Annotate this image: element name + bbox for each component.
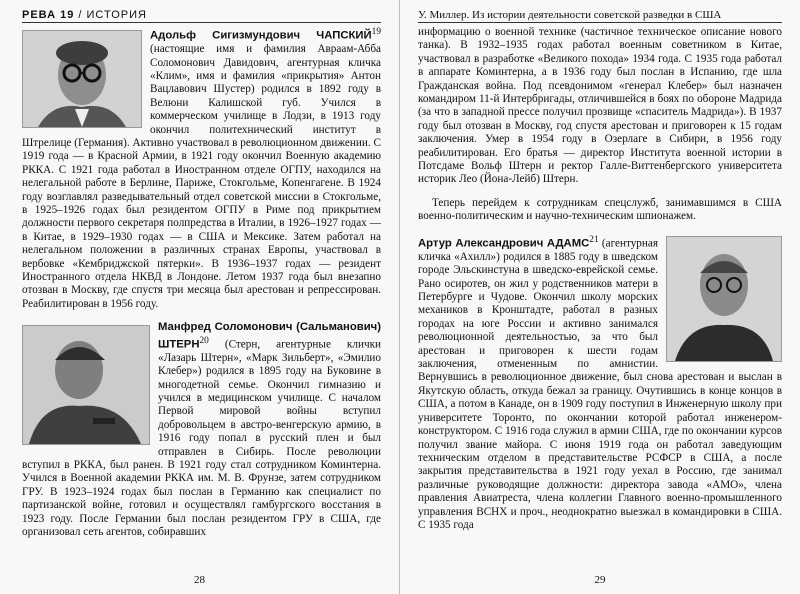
footnote-ref-20: 20: [199, 335, 209, 346]
portrait-man-icon: [23, 31, 141, 127]
page-number-right: 29: [594, 574, 606, 586]
person-name-stern: Манфред Соломонович (Сальманович) ШТЕРН: [158, 321, 381, 351]
page-number-left: 28: [194, 574, 205, 586]
portrait-photo-chapsky: [22, 30, 142, 128]
running-header-left: [22, 8, 381, 23]
running-header-right: [418, 8, 782, 23]
bio-text-chapsky: (настоящие имя и фамилия Авраам-Абба Соломонович Давидович, агентурная кличка «Клим», имя и фамилия «прикрытия» Антон Вацлавович Шустер) родился в 1892 году в Велюни Калишской губ. Учился в коммерческом училище в Лодзи, в 1913 году окончил политехнический институт в Штрелице (Германия). Активно участвовал в революционном движении. С 1919 года — в Красной Армии, в 1921 году окончил Военную академию РККА. С 1921 года работал в Иностранном отделе ОГПУ, находился на нелегальной работе в Берлине, Париже, Стокгольме, Копенгагене. В 1924 году возглавлял разведывательный отдел советской миссии в Стокгольме, в 1925–1926 годах был резидентом ОГПУ в Риме под прикрытием должности первого секретаря полпредства в Италии, в 1926–1927 годах — в Китае, в 1929–1930 годах — в США и Мексике. Затем работал на нелегальном положении в различных странах Европы, участвовал в вербовке «Кембриджской пятерки». В 1936–1937 годах — резидент Иностранного отдела НКВД в Лондоне. Летом 1937 года был внезапно отозван в Москву, где спустя три месяца был арестован и репрессирован. Реабилитирован в 1956 году.: [22, 43, 381, 310]
runhead-title: РЕВА 19: [22, 9, 75, 21]
person-name-chapsky: Адольф Сигизмундович ЧАПСКИЙ: [150, 29, 372, 42]
bio-text-adams: (агентурная кличка «Ахилл») родился в 1885 году в шведском городе Эльскинстуна в шведско-еврейской семье. Рано осиротев, он жил у родственников матери в Петербурге и Чудове. Окончил школу морских механиков в Кронштадте, работал в разных городах на юге России и активно занимался революционной деятельностью, за что был арестован и приговорен к шести годам заключения, отмененным по амнистии. Вернувшись в революционное движение, был снова арестован и выслан в Якутскую область, откуда бежал за границу. Очутившись в конце концов в США, а потом в Канаде, он в 1909 году поступил в Инженерную школу при университете Торонто, по окончании которой работал инженером-конструктором. С 1916 года служил в армии США, где по окончании курсов получил звание майора. С июня 1919 года он работал заведующим техническим отделом в представительстве РСФСР в США, а после закрытия представительства в 1921 году уехал в Россию, где занимал различные руководящие должности: директора завода «АМО», члена правления Авиатреста, члена коллегии Главного военно-промышленного управления ВСНХ и проч., неоднократно выезжал в командировки в США. С 1935 года: [418, 237, 782, 531]
runhead-author: У. Миллер: [418, 9, 467, 21]
footnote-ref-21: 21: [589, 234, 599, 245]
portrait-man-uniform-icon: [23, 326, 149, 444]
portrait-photo-stern: [22, 325, 150, 445]
bio-text-stern: (Стерн, агентурные клички «Лазарь Штерн», «Марк Зильберт», «Эмилио Клебер») родился в 1895 году на Буковине в многодетной семье. Окончил гимназию и учился в медицинском училище. С началом Первой мировой войны вступил добровольцем в австро-венгерскую армию, в 1916 году попал в русский плен и был отправлен в Сибирь. После революции вступил в РККА, был ранен. В 1921 году стал сотрудником Коминтерна. Учился в Военной академии РККА им. М. В. Фрунзе, затем сотрудником ГРУ. В 1923–1924 годах был послан в Германию как специалист по партизанской войне, готовил и осуществлял гамбургского восстания в 1923 году. После Германии был послан резидентом ГРУ в США, где организовал сеть агентов, собиравших: [22, 338, 381, 539]
portrait-photo-adams: [666, 236, 782, 362]
footnote-ref-19: 19: [371, 27, 381, 37]
right-body: [418, 26, 782, 532]
runhead-section: / ИСТОРИЯ: [74, 9, 147, 21]
paragraph-transition: Теперь перейдем к сотрудникам спецслужб, занимавшимся в США военно-политическим и научно-техническим шпионажем.: [418, 196, 782, 223]
person-name-adams: Артур Александрович АДАМС: [418, 237, 590, 250]
paragraph-stern-continued: информацию о военной технике (частичное техническое описание нового танка). В 1932–1935 годах работал военным советником в Китае, участвовал в разработке «Великого похода» 1934 года. С 1935 года работал в аппарате Коминтерна, а в 1936 году был послан в Испанию, где шла Гражданская война. Под псевдонимом «генерал Клебер» был назначен командиром 11-й Интербригады, отличившейся в боях по обороне Мадрида (за что в западной прессе получил прозвище «спаситель Мадрида»). В 1937 году был отозван в Москву, год спустя арестован и приговорен к 15 годам заключения. Умер в 1954 году в Озерлаге в Сибири, в 1956 году реабилитирован. Его братья — директор Института военной истории в Потсдаме Вольф Штерн и ректор Галле-Виттенбергского университета историк Лео (Йона-Лейб) Штерн.: [418, 26, 782, 186]
runhead-book-title: . Из истории деятельности советской разведки в США: [466, 9, 722, 21]
portrait-man-glasses-icon: [667, 237, 781, 361]
left-body: [22, 26, 381, 540]
right-page: [400, 0, 800, 594]
